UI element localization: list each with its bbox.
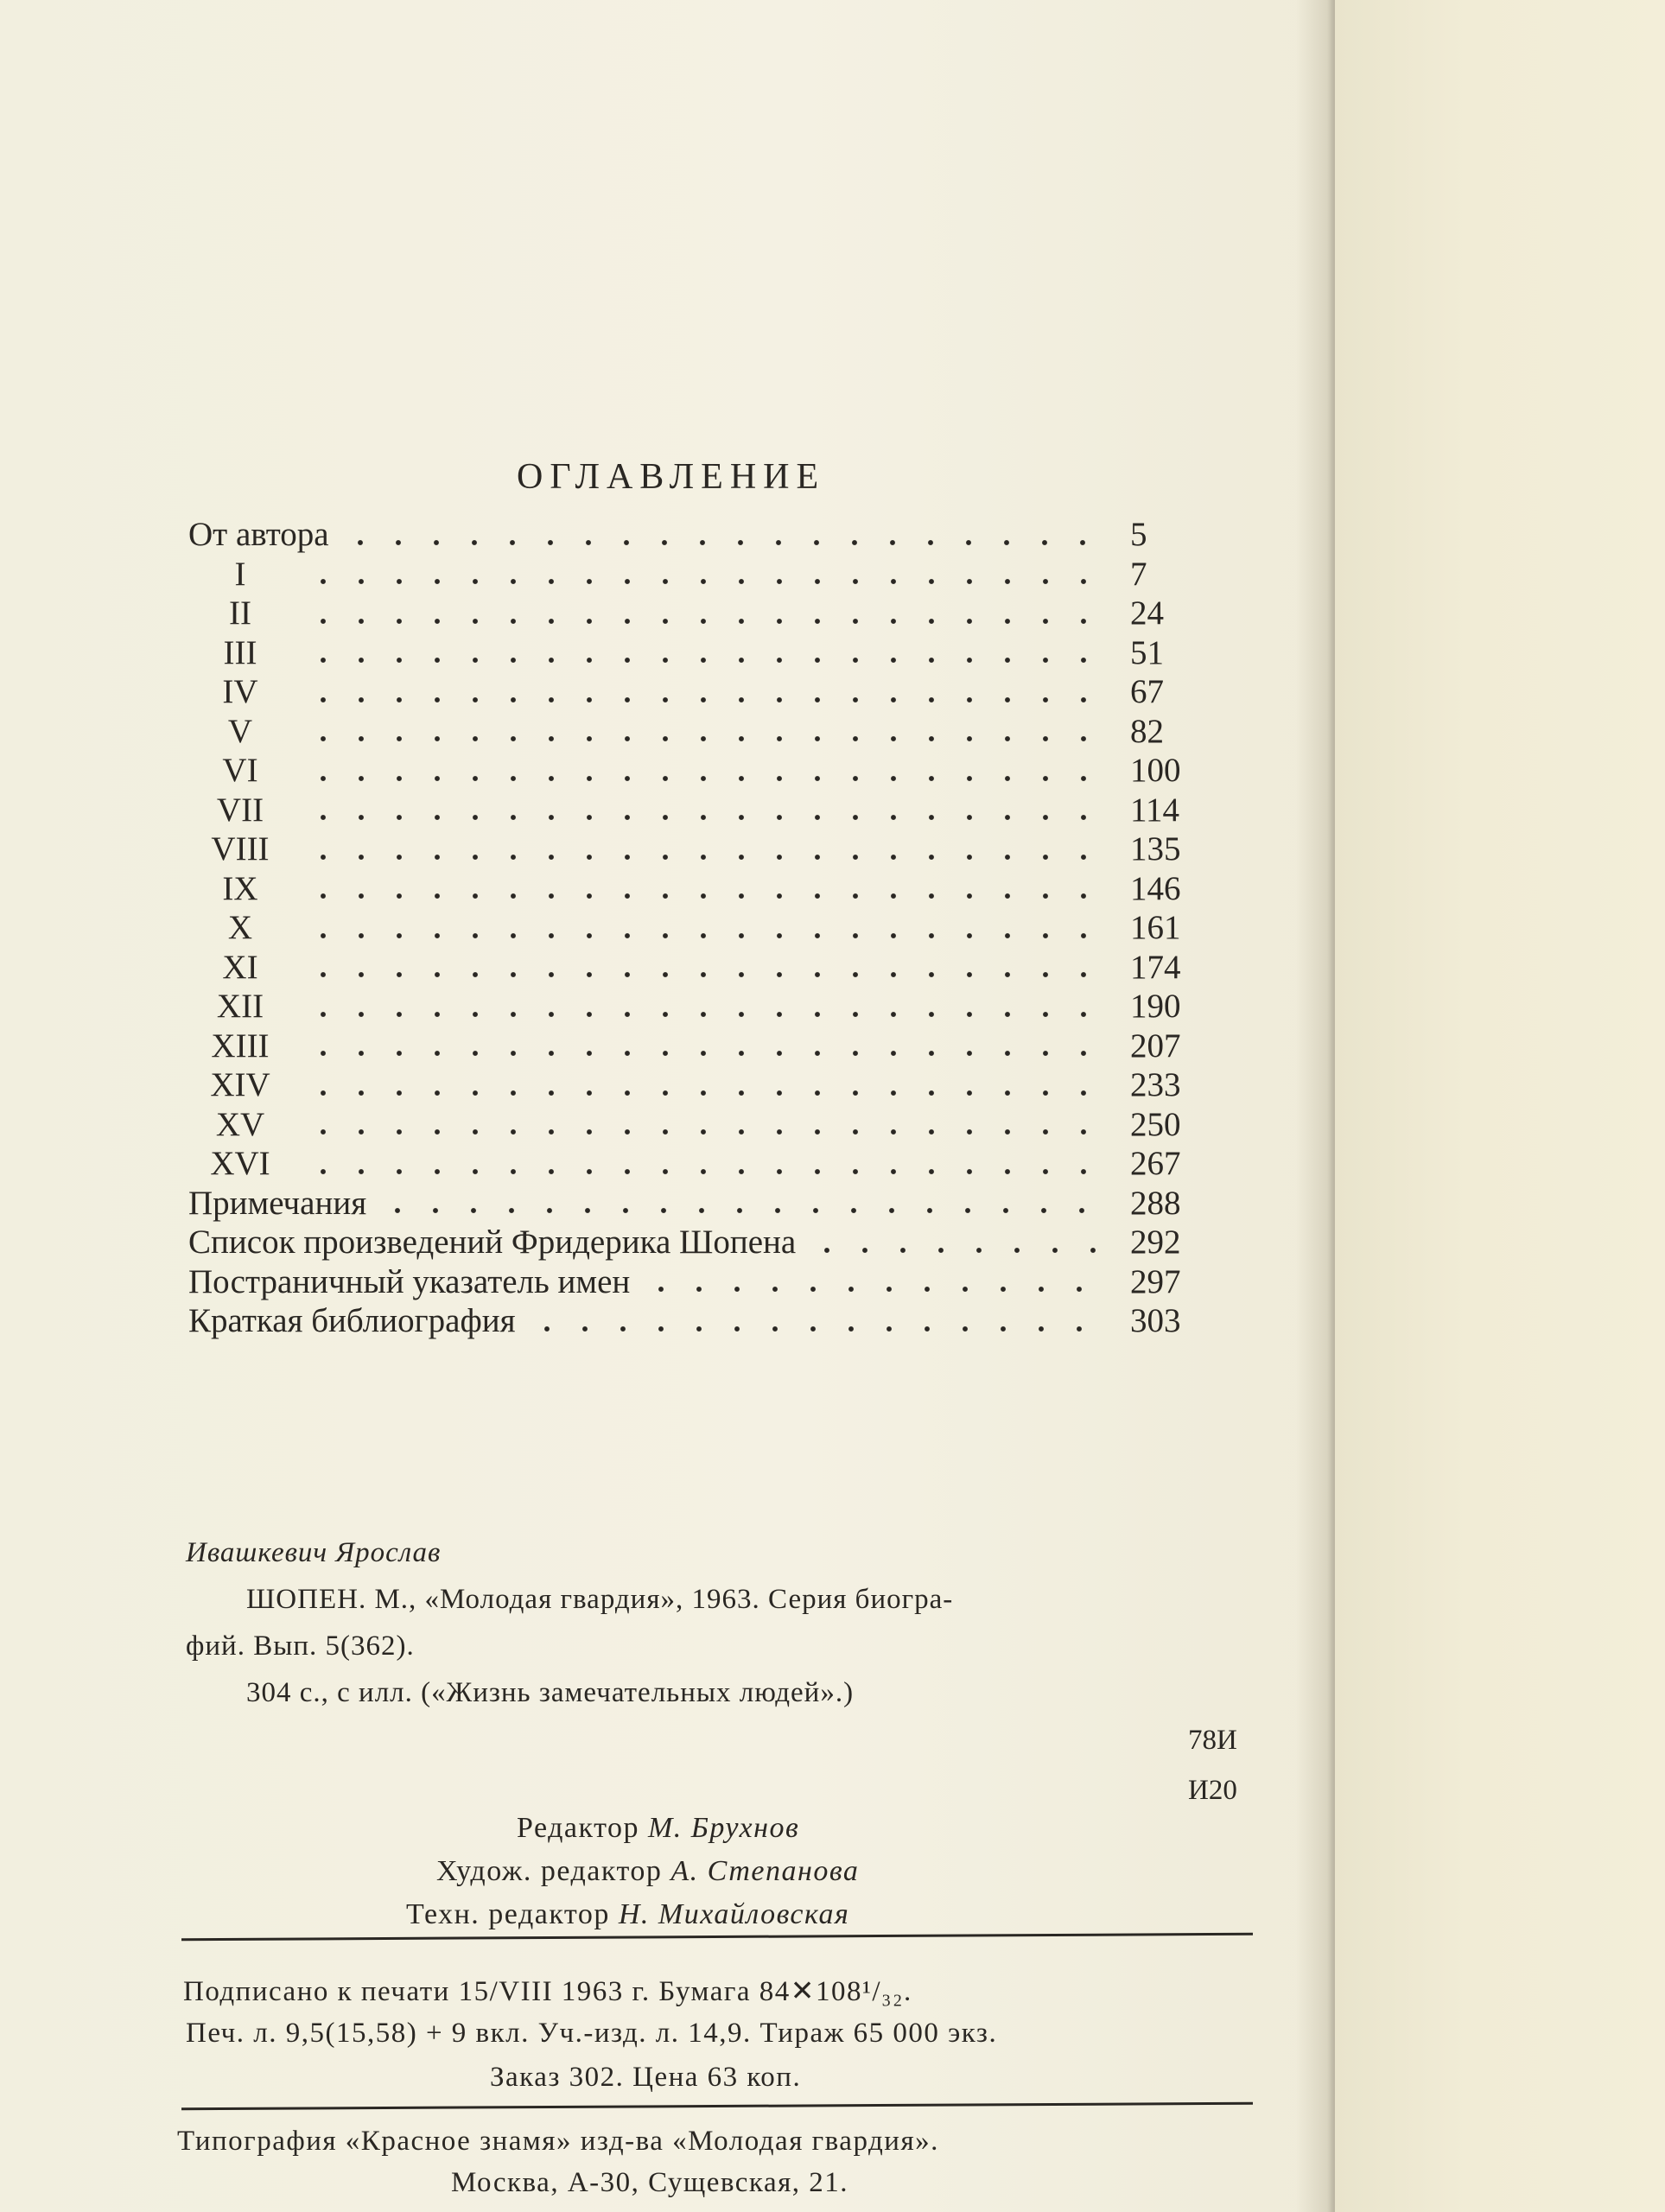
toc-entry-page: 303 xyxy=(1130,1302,1181,1340)
toc-entry xyxy=(188,987,1234,1027)
toc-leader-dots xyxy=(304,696,1101,703)
toc-entry-label: Список произведений Фридерика Шопена xyxy=(188,1224,797,1262)
toc-entry xyxy=(188,869,1234,909)
toc-entry xyxy=(188,555,1234,594)
imprint-line: Заказ 302. Цена 63 коп. xyxy=(490,2062,802,2093)
toc-entry-label: V xyxy=(227,712,253,750)
toc-leader-dots xyxy=(304,1128,1101,1135)
toc-entry-page: 7 xyxy=(1130,555,1147,593)
toc-entry-page: 207 xyxy=(1130,1027,1181,1065)
toc-entry-page: 51 xyxy=(1130,633,1164,671)
toc-entry xyxy=(188,1144,1234,1184)
toc-leader-dots xyxy=(304,735,1101,742)
biblio-line: фий. Вып. 5(362). xyxy=(186,1630,415,1662)
toc-entry xyxy=(188,1065,1234,1105)
toc-entry-label: VIII xyxy=(211,830,270,868)
toc-leader-dots xyxy=(304,578,1101,585)
toc-entry xyxy=(188,1027,1234,1066)
classification-code: 78И xyxy=(1188,1725,1237,1756)
toc-entry xyxy=(188,515,1234,555)
editor-role: Техн. редактор xyxy=(406,1898,610,1930)
toc-leader-dots xyxy=(304,1168,1101,1175)
toc-heading: ОГЛАВЛЕНИЕ xyxy=(517,457,826,497)
editor-role: Худож. редактор xyxy=(436,1855,663,1887)
editor-line xyxy=(517,1806,799,1851)
toc-entry xyxy=(188,791,1234,830)
editor-role: Редактор xyxy=(517,1812,639,1844)
toc-entry-page: 250 xyxy=(1130,1105,1181,1143)
toc-entry xyxy=(188,594,1234,633)
toc-entry-page: 174 xyxy=(1130,948,1181,986)
toc-entry-page: 161 xyxy=(1130,909,1181,947)
toc-entry-page: 190 xyxy=(1130,988,1181,1026)
bibliographic-description xyxy=(186,1529,1274,1716)
toc-leader-dots xyxy=(304,775,1101,782)
imprint-line: Подписано к печати 15/VIII 1963 г. Бумага 84✕108¹/₃₂. xyxy=(183,1976,912,2007)
toc-entry-label: III xyxy=(223,633,257,671)
toc-entry-label: II xyxy=(229,594,251,632)
biblio-line: ШОПЕН. М., «Молодая гвардия», 1963. Серия биогра- xyxy=(246,1584,954,1615)
toc-list xyxy=(188,515,1234,1341)
toc-leader-dots xyxy=(304,657,1101,664)
toc-entry-page: 297 xyxy=(1130,1262,1181,1300)
toc-entry xyxy=(188,633,1234,673)
toc-entry-label: IX xyxy=(222,869,258,907)
imprint-line: Москва, А-30, Сущевская, 21. xyxy=(451,2167,849,2198)
toc-entry-page: 100 xyxy=(1130,752,1181,790)
toc-entry-label: XVI xyxy=(210,1145,270,1183)
toc-entry-label: VI xyxy=(222,752,258,790)
toc-entry xyxy=(188,672,1234,712)
toc-entry-label: VII xyxy=(216,791,264,829)
toc-entry-page: 114 xyxy=(1130,791,1180,829)
toc-entry xyxy=(188,830,1234,869)
toc-leader-dots xyxy=(341,539,1101,546)
imprint-line: Типография «Красное знамя» изд-ва «Молодая гвардия». xyxy=(177,2126,939,2157)
toc-leader-dots xyxy=(304,971,1101,978)
toc-entry xyxy=(188,751,1234,791)
toc-entry-page: 288 xyxy=(1130,1184,1181,1222)
toc-leader-dots xyxy=(304,814,1101,821)
author-name: Ивашкевич Ярослав xyxy=(186,1537,442,1568)
tech-editor-line xyxy=(406,1892,849,1937)
toc-entry xyxy=(188,1105,1234,1145)
facing-page xyxy=(1335,0,1665,2212)
editor-name: Н. Михайловская xyxy=(618,1898,850,1930)
toc-leader-dots xyxy=(304,1011,1101,1018)
editor-name: М. Брухнов xyxy=(647,1812,800,1844)
toc-entry-label: I xyxy=(234,555,246,593)
toc-leader-dots xyxy=(378,1207,1101,1214)
imprint-line: Печ. л. 9,5(15,58) + 9 вкл. Уч.-изд. л. 14,9. Тираж 65 000 экз. xyxy=(186,2018,998,2049)
toc-leader-dots xyxy=(528,1325,1101,1332)
toc-entry-page: 135 xyxy=(1130,830,1181,868)
toc-leader-dots xyxy=(642,1286,1101,1293)
classification-code: И20 xyxy=(1188,1775,1237,1806)
toc-entry-label: XIV xyxy=(210,1066,270,1104)
toc-entry-page: 292 xyxy=(1130,1224,1181,1262)
toc-entry-page: 5 xyxy=(1130,516,1147,554)
toc-leader-dots xyxy=(304,1090,1101,1096)
toc-leader-dots xyxy=(808,1247,1101,1254)
toc-entry-label: IV xyxy=(222,673,258,711)
toc-leader-dots xyxy=(304,854,1101,861)
editor-name: А. Степанова xyxy=(670,1855,860,1887)
classification-codes xyxy=(1188,1715,1237,1815)
toc-entry-page: 67 xyxy=(1130,673,1164,711)
biblio-line: 304 с., с илл. («Жизнь замечательных людей».) xyxy=(246,1677,855,1708)
toc-entry xyxy=(188,1301,1234,1341)
toc-entry-label: Краткая библиография xyxy=(188,1302,516,1340)
toc-leader-dots xyxy=(304,893,1101,899)
toc-entry xyxy=(188,1262,1234,1302)
toc-entry xyxy=(188,1184,1234,1224)
toc-entry-page: 82 xyxy=(1130,712,1164,750)
art-editor-line xyxy=(436,1849,859,1894)
toc-entry xyxy=(188,948,1234,988)
toc-entry-label: XI xyxy=(222,948,258,986)
toc-entry-page: 267 xyxy=(1130,1145,1181,1183)
toc-leader-dots xyxy=(304,932,1101,939)
toc-entry-label: XIII xyxy=(211,1027,270,1065)
toc-entry xyxy=(188,712,1234,752)
toc-entry-label: X xyxy=(227,909,253,947)
toc-entry-label: XV xyxy=(215,1105,265,1143)
toc-entry-label: Примечания xyxy=(188,1184,367,1222)
toc-entry-label: Постраничный указатель имен xyxy=(188,1262,631,1300)
toc-leader-dots xyxy=(304,618,1101,625)
toc-entry xyxy=(188,908,1234,948)
toc-entry-label: XII xyxy=(216,988,264,1026)
toc-entry-page: 233 xyxy=(1130,1066,1181,1104)
toc-entry-page: 24 xyxy=(1130,594,1164,632)
toc-leader-dots xyxy=(304,1050,1101,1057)
toc-entry-label: От автора xyxy=(188,516,329,554)
toc-entry xyxy=(188,1223,1234,1262)
toc-entry-page: 146 xyxy=(1130,869,1181,907)
